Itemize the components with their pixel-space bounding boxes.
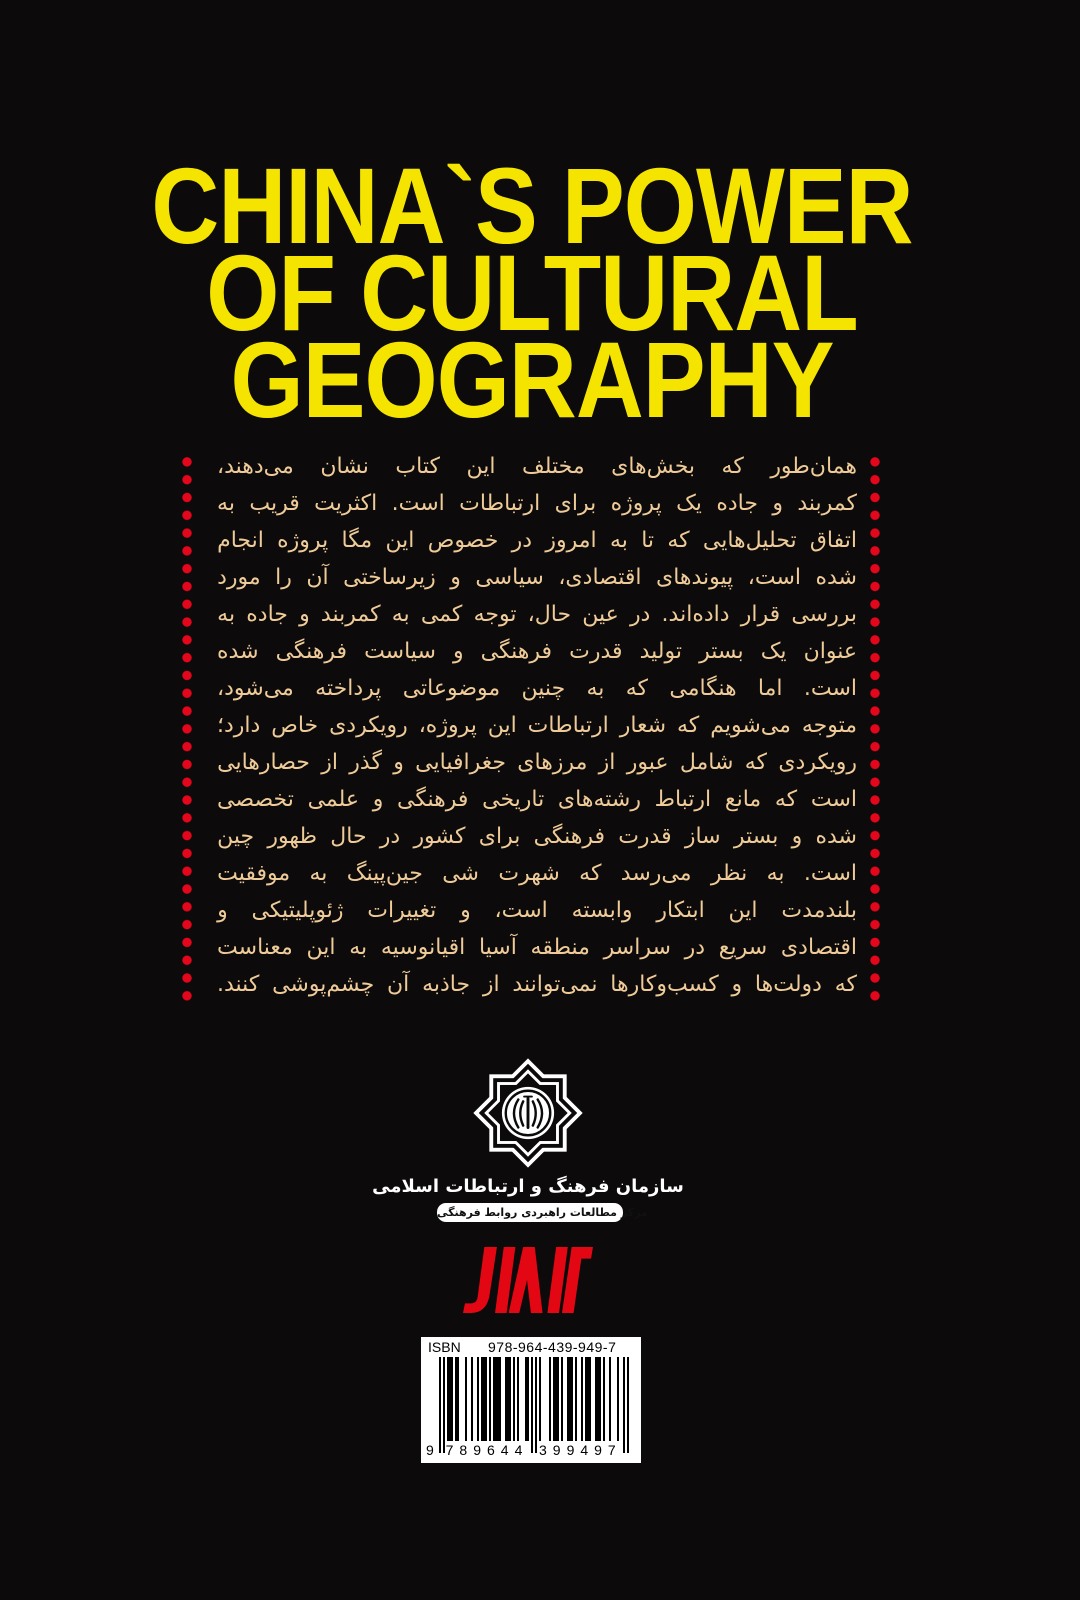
blurb-word: شی xyxy=(442,861,479,886)
blurb-word: کمربند xyxy=(320,602,381,627)
blurb-word: شده xyxy=(815,824,857,849)
blurb-word: است. xyxy=(803,861,857,886)
barcode-bar xyxy=(599,1357,601,1441)
barcode-guard-bar xyxy=(439,1357,441,1453)
blurb-word: اقیانوسیه xyxy=(380,935,466,960)
blurb-word: کشور xyxy=(413,824,466,849)
blurb-word: نمی‌توانند xyxy=(512,972,598,997)
barcode-bar xyxy=(483,1357,485,1441)
blurb-word: مگا xyxy=(341,528,373,553)
blurb-word: و xyxy=(772,491,783,516)
blurb-word: می‌رسد xyxy=(620,861,692,886)
barcode-bar xyxy=(567,1357,569,1441)
blurb-word: فرهنگی xyxy=(533,824,605,849)
blurb-word: موضوعاتی xyxy=(402,676,501,701)
blurb-word: ابتکار xyxy=(656,898,705,923)
barcode-bar xyxy=(595,1357,597,1441)
blurb-word: تخصصی xyxy=(217,787,294,812)
blurb-word: سریع xyxy=(718,935,768,960)
blurb-word: حصارهایی xyxy=(217,750,310,775)
blurb-word: جاده xyxy=(716,491,758,516)
blurb-word: که xyxy=(834,972,857,997)
blurb-word: رشته‌های xyxy=(557,787,641,812)
barcode-bar xyxy=(495,1357,497,1441)
blurb-word: و xyxy=(452,639,464,664)
blurb-word: آن xyxy=(387,972,410,997)
barcode-bar xyxy=(555,1357,557,1441)
blurb-line xyxy=(217,855,857,892)
blurb-line xyxy=(217,670,857,707)
blurb-word: عنوان xyxy=(803,639,857,664)
blurb-line xyxy=(217,892,857,929)
barcode-bar xyxy=(553,1357,555,1441)
blurb-word: است، xyxy=(494,898,548,923)
center-name: مرکز مطالعات راهبردی روابط فرهنگی xyxy=(437,1206,648,1219)
blurb-word: مختلف xyxy=(521,454,585,479)
blurb-line xyxy=(217,448,857,485)
blurb-word: هنگامی xyxy=(669,676,737,701)
blurb-line xyxy=(217,781,857,818)
blurb-word: تا xyxy=(641,528,655,553)
blurb-word: کنند. xyxy=(217,972,260,997)
blurb-word: ارتباط xyxy=(654,787,712,812)
publisher-logo-icon xyxy=(463,1245,593,1317)
blurb-word: در xyxy=(379,824,401,849)
barcode-bar xyxy=(489,1357,491,1441)
barcode-bar xyxy=(449,1357,451,1441)
blurb-word: قریب xyxy=(249,491,300,516)
blurb-word: سیاسی xyxy=(475,565,544,590)
barcode-bar xyxy=(561,1357,563,1441)
barcode-guard-bar xyxy=(623,1357,625,1453)
blurb-word: می‌شود، xyxy=(217,676,294,701)
barcode-guard-bar xyxy=(443,1357,445,1453)
blurb-word: قدرت xyxy=(569,639,623,664)
title-line-1: CHINA`S POWER xyxy=(151,145,913,266)
barcode-bar xyxy=(513,1357,515,1441)
blurb-word: شده xyxy=(815,565,857,590)
barcode-bar xyxy=(585,1357,587,1441)
barcode-bar xyxy=(493,1357,495,1441)
blurb-word: تحلیل‌هایی xyxy=(702,528,797,553)
blurb-word: این xyxy=(487,713,517,738)
blurb-word: و xyxy=(450,565,461,590)
blurb-word: تغییرات xyxy=(367,898,437,923)
blurb-word: به xyxy=(349,935,368,960)
left-dot-border xyxy=(181,453,193,1005)
blurb-word: و xyxy=(393,750,404,775)
barcode-bar xyxy=(457,1357,459,1441)
blurb-line xyxy=(217,559,857,596)
blurb-word: منطقه xyxy=(530,935,590,960)
barcode-bar xyxy=(497,1357,499,1441)
barcode-bar xyxy=(447,1357,449,1441)
blurb-word: که xyxy=(744,750,767,775)
blurb-word: بلندمدت xyxy=(781,898,857,923)
blurb-word: رویکردی xyxy=(778,750,857,775)
blurb-word: مرزهای xyxy=(517,750,588,775)
blurb-word: آن xyxy=(306,565,329,590)
barcode-guard-bar xyxy=(627,1357,629,1453)
blurb-word: و xyxy=(460,898,471,923)
blurb-word: فرهنگی xyxy=(397,787,469,812)
blurb-word: نظر xyxy=(710,861,748,886)
blurb-word: به xyxy=(217,491,235,516)
right-dot-border xyxy=(869,453,881,1005)
center-name-badge xyxy=(437,1203,648,1222)
blurb-word: است، xyxy=(747,565,802,590)
blurb-word: حال، xyxy=(527,602,572,627)
barcode-bar xyxy=(581,1357,583,1441)
blurb-line xyxy=(217,966,857,1003)
blurb-word: اقتصادی، xyxy=(558,565,642,590)
blurb-word: در xyxy=(684,935,706,960)
organization-name: سازمان فرهنگ و ارتباطات اسلامی xyxy=(372,1176,684,1197)
title-line-3: GEOGRAPHY xyxy=(230,319,834,440)
blurb-word: که xyxy=(774,787,798,812)
blurb-line xyxy=(217,633,857,670)
blurb-word: تولید xyxy=(639,639,682,664)
blurb-word: و xyxy=(372,787,384,812)
blurb-word: از xyxy=(598,750,616,775)
isbn-barcode xyxy=(421,1337,641,1463)
barcode-right-digits: 399497 xyxy=(539,1442,622,1458)
barcode-first-digit: 9 xyxy=(426,1442,434,1458)
blurb-word: خصوص xyxy=(427,528,499,553)
blurb-word: پرداخته xyxy=(315,676,382,701)
blurb-word: و xyxy=(299,602,310,627)
blurb-word: وابسته xyxy=(571,898,633,923)
isbn-label: ISBN xyxy=(428,1339,461,1355)
barcode-bar xyxy=(471,1357,473,1441)
blurb-word: جین‌پینگ xyxy=(346,861,423,886)
blurb-word: رویکردی xyxy=(329,713,408,738)
blurb-word: است xyxy=(810,787,857,812)
barcode-bar xyxy=(507,1357,509,1441)
blurb-text xyxy=(217,448,857,1003)
blurb-word: سراسر xyxy=(603,935,671,960)
blurb-word: را xyxy=(275,565,292,590)
blurb-word: قدرت xyxy=(618,824,672,849)
blurb-word: این xyxy=(306,935,336,960)
barcode-bar xyxy=(505,1357,507,1441)
barcode-bar xyxy=(549,1357,551,1441)
blurb-word: این xyxy=(385,528,415,553)
blurb-word: کتاب xyxy=(395,454,440,479)
barcode-left-digits: 789644 xyxy=(445,1442,529,1458)
blurb-word: یک xyxy=(760,639,787,664)
blurb-word: فرهنگی xyxy=(275,639,347,664)
blurb-word: شعار xyxy=(619,713,667,738)
blurb-word: نشان xyxy=(320,454,369,479)
blurb-line xyxy=(217,596,857,633)
blurb-word: و xyxy=(791,824,803,849)
barcode-bar xyxy=(609,1357,611,1441)
blurb-word: است. xyxy=(391,491,445,516)
barcode-bar xyxy=(465,1357,467,1441)
blurb-word: جغرافیایی xyxy=(415,750,506,775)
barcode-bar xyxy=(603,1357,605,1441)
blurb-line xyxy=(217,818,857,855)
blurb-word: به xyxy=(766,861,785,886)
blurb-word: بخش‌های xyxy=(611,454,696,479)
blurb-line xyxy=(217,744,857,781)
barcode-bar xyxy=(617,1357,619,1441)
isbn-number: 978-964-439-949-7 xyxy=(488,1339,617,1355)
barcode-bar xyxy=(451,1357,453,1441)
blurb-word: فرهنگی xyxy=(480,639,553,664)
blurb-line xyxy=(217,485,857,522)
blurb-word: جاذبه xyxy=(422,972,471,997)
blurb-word: انجام xyxy=(217,528,264,553)
blurb-word: دولت‌ها xyxy=(754,972,822,997)
barcode-bar xyxy=(539,1357,541,1441)
barcode-bar xyxy=(569,1357,571,1441)
blurb-word: ظهور xyxy=(267,824,318,849)
blurb-word: اما xyxy=(757,676,783,701)
blurb-word: معناست xyxy=(217,935,293,960)
blurb-word: حال xyxy=(330,824,367,849)
blurb-word: همان‌طور xyxy=(770,454,857,479)
blurb-word: اتفاق xyxy=(809,528,857,553)
barcode-bar xyxy=(597,1357,599,1441)
blurb-word: داده‌اند. xyxy=(661,602,730,627)
blurb-word: بررسی xyxy=(791,602,857,627)
blurb-word: تاریخی xyxy=(482,787,545,812)
blurb-word: به xyxy=(217,602,236,627)
blurb-word: به xyxy=(391,602,410,627)
blurb-word: علمی xyxy=(307,787,360,812)
barcode-bar xyxy=(477,1357,479,1441)
blurb-line xyxy=(217,929,857,966)
blurb-word: در xyxy=(511,528,533,553)
barcode-bar xyxy=(587,1357,589,1441)
barcode-bar xyxy=(527,1357,529,1441)
blurb-word: در xyxy=(629,602,651,627)
blurb-word: که xyxy=(625,676,649,701)
blurb-word: ارتباطات xyxy=(459,491,541,516)
barcode-bar xyxy=(525,1357,527,1441)
blurb-word: این xyxy=(466,454,496,479)
blurb-word: زیرساختی xyxy=(343,565,436,590)
blurb-word: چشم‌پوشی xyxy=(272,972,375,997)
blurb-word: از xyxy=(321,750,338,775)
title-line-2: OF CULTURAL xyxy=(206,232,858,353)
blurb-word: شده xyxy=(217,639,259,664)
blurb-word: اقتصادی xyxy=(780,935,857,960)
barcode-bar xyxy=(455,1357,457,1441)
blurb-word: پروژه xyxy=(277,528,329,553)
blurb-word: از xyxy=(482,972,500,997)
blurb-word: چین xyxy=(217,824,255,849)
blurb-word: توجه xyxy=(473,602,517,627)
blurb-word: این xyxy=(728,898,758,923)
blurb-word: مورد xyxy=(217,565,261,590)
blurb-word: چنین xyxy=(521,676,566,701)
blurb-word: و xyxy=(217,898,228,923)
barcode-bar xyxy=(571,1357,573,1441)
blurb-word: بستر xyxy=(699,639,744,664)
blurb-word: شهرت xyxy=(498,861,560,886)
blurb-word: جاده xyxy=(246,602,288,627)
blurb-word: ساز xyxy=(684,824,721,849)
blurb-word: شامل xyxy=(679,750,734,775)
blurb-word: امروز xyxy=(545,528,597,553)
blurb-word: که xyxy=(677,713,700,738)
blurb-word: که xyxy=(721,454,744,479)
blurb-word: کمربند xyxy=(797,491,857,516)
blurb-word: که xyxy=(667,528,690,553)
barcode-bar xyxy=(509,1357,511,1441)
blurb-word: کسب‌وکارها xyxy=(610,972,719,997)
barcode-guard-bar xyxy=(531,1357,533,1453)
blurb-word: که xyxy=(579,861,602,886)
blurb-word: گذر xyxy=(349,750,382,775)
blurb-word: و xyxy=(731,972,743,997)
blurb-word: پروژه xyxy=(610,491,662,516)
blurb-line xyxy=(217,707,857,744)
blurb-word: متوجه xyxy=(801,713,857,738)
blurb-word: آسیا xyxy=(478,935,517,960)
blurb-word: موفقیت xyxy=(217,861,291,886)
blurb-word: قرار xyxy=(740,602,781,627)
blurb-word: ژئوپلیتیکی xyxy=(251,898,344,923)
barcode-bar xyxy=(575,1357,577,1441)
barcode-bar xyxy=(499,1357,501,1441)
blurb-line xyxy=(217,522,857,559)
barcode-bar xyxy=(517,1357,519,1441)
blurb-word: دارد؛ xyxy=(217,713,261,738)
barcode-guard-bar xyxy=(535,1357,537,1453)
blurb-word: می‌دهند، xyxy=(217,454,294,479)
blurb-word: ارتباطات xyxy=(527,713,609,738)
blurb-word: است. xyxy=(803,676,857,701)
blurb-word: به xyxy=(309,861,328,886)
blurb-word: پروژه، xyxy=(418,713,477,738)
blurb-word: بستر xyxy=(733,824,779,849)
barcode-bar xyxy=(589,1357,591,1441)
blurb-word: اکثریت xyxy=(314,491,378,516)
book-title xyxy=(0,145,1064,440)
blurb-word: می‌شویم xyxy=(710,713,791,738)
barcode-bar xyxy=(481,1357,483,1441)
blurb-word: پیوندهای xyxy=(655,565,734,590)
blurb-word: به xyxy=(609,528,628,553)
organization-emblem-icon xyxy=(470,1055,586,1171)
blurb-word: برای xyxy=(554,491,597,516)
blurb-word: عبور xyxy=(626,750,669,775)
blurb-word: سیاست xyxy=(364,639,436,664)
blurb-word: برای xyxy=(478,824,521,849)
barcode-bar xyxy=(557,1357,559,1441)
blurb-word: مانع xyxy=(724,787,762,812)
blurb-word: عین xyxy=(582,602,619,627)
barcode-bar xyxy=(485,1357,487,1441)
blurb-word: کمی xyxy=(420,602,463,627)
blurb-word: به xyxy=(586,676,605,701)
blurb-word: یک xyxy=(676,491,702,516)
blurb-word: خاص xyxy=(271,713,319,738)
